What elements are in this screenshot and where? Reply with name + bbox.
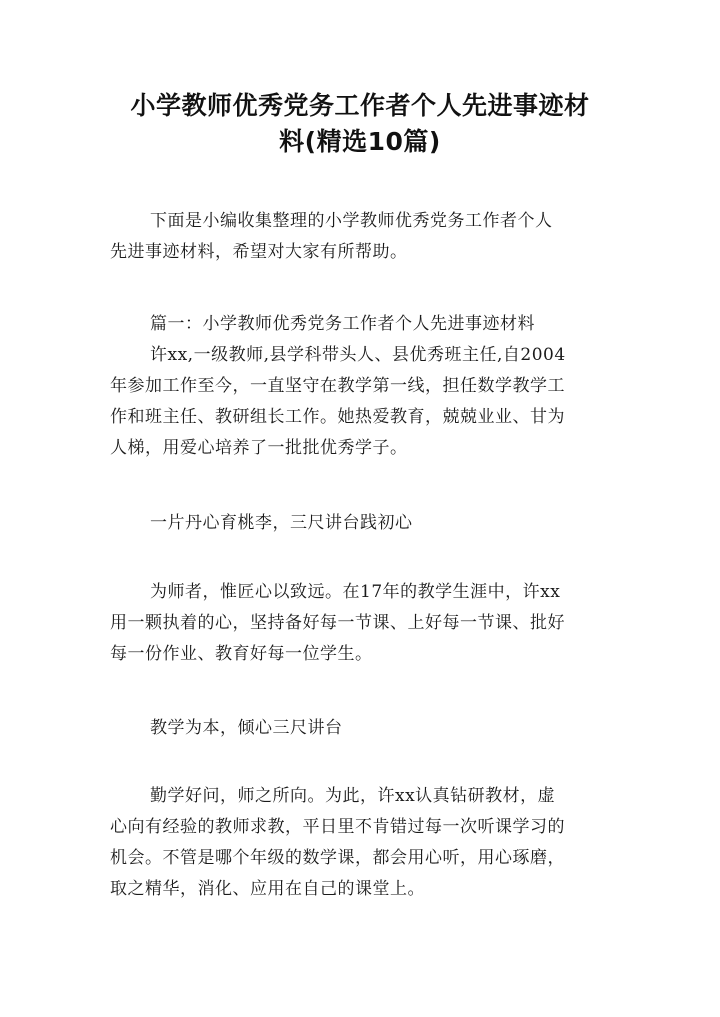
subheading-2-text: 教学为本，倾心三尺讲台: [150, 718, 343, 738]
title-line-1: 小学教师优秀党务工作者个人先进事迹材: [130, 91, 590, 120]
paragraph-2-line-1: 为师者，惟匠心以致远。在17年的教学生涯中，许xx: [150, 582, 561, 602]
paragraph-3-line-1: 勤学好问，师之所向。为此，许xx认真钻研教材，虚: [150, 786, 556, 806]
title-line-2: 料(精选10篇): [279, 127, 441, 156]
document-title: [80, 88, 640, 160]
paragraph-2-line-2: 用一颗执着的心，坚持备好每一节课、上好每一节课、批好: [110, 613, 565, 633]
subheading-1-text: 一片丹心育桃李，三尺讲台践初心: [150, 513, 413, 533]
subheading-1: [110, 508, 610, 539]
paragraph-2-line-3: 每一份作业、教育好每一位学生。: [110, 644, 373, 664]
paragraph-3: [110, 781, 610, 905]
intro-line-1: 下面是小编收集整理的小学教师优秀党务工作者个人: [150, 211, 553, 231]
intro-paragraph: [110, 206, 610, 268]
section-1-line-3: 作和班主任、教研组长工作。她热爱教育，兢兢业业、甘为: [110, 407, 565, 427]
subheading-2: [110, 713, 610, 744]
section-1-line-1: 许xx,一级教师,县学科带头人、县优秀班主任,自2004: [150, 345, 566, 365]
section-1-heading: 篇一：小学教师优秀党务工作者个人先进事迹材料: [150, 314, 535, 334]
section-1: [110, 309, 610, 464]
section-1-line-4: 人梯，用爱心培养了一批批优秀学子。: [110, 438, 408, 458]
section-1-line-2: 年参加工作至今，一直坚守在教学第一线，担任数学教学工: [110, 376, 565, 396]
paragraph-3-line-2: 心向有经验的教师求教，平日里不肯错过每一次听课学习的: [110, 817, 565, 837]
paragraph-3-line-3: 机会。不管是哪个年级的数学课，都会用心听，用心琢磨，: [110, 848, 565, 868]
paragraph-2: [110, 577, 610, 670]
intro-line-2: 先进事迹材料，希望对大家有所帮助。: [110, 242, 408, 262]
paragraph-3-line-4: 取之精华，消化、应用在自己的课堂上。: [110, 879, 425, 899]
